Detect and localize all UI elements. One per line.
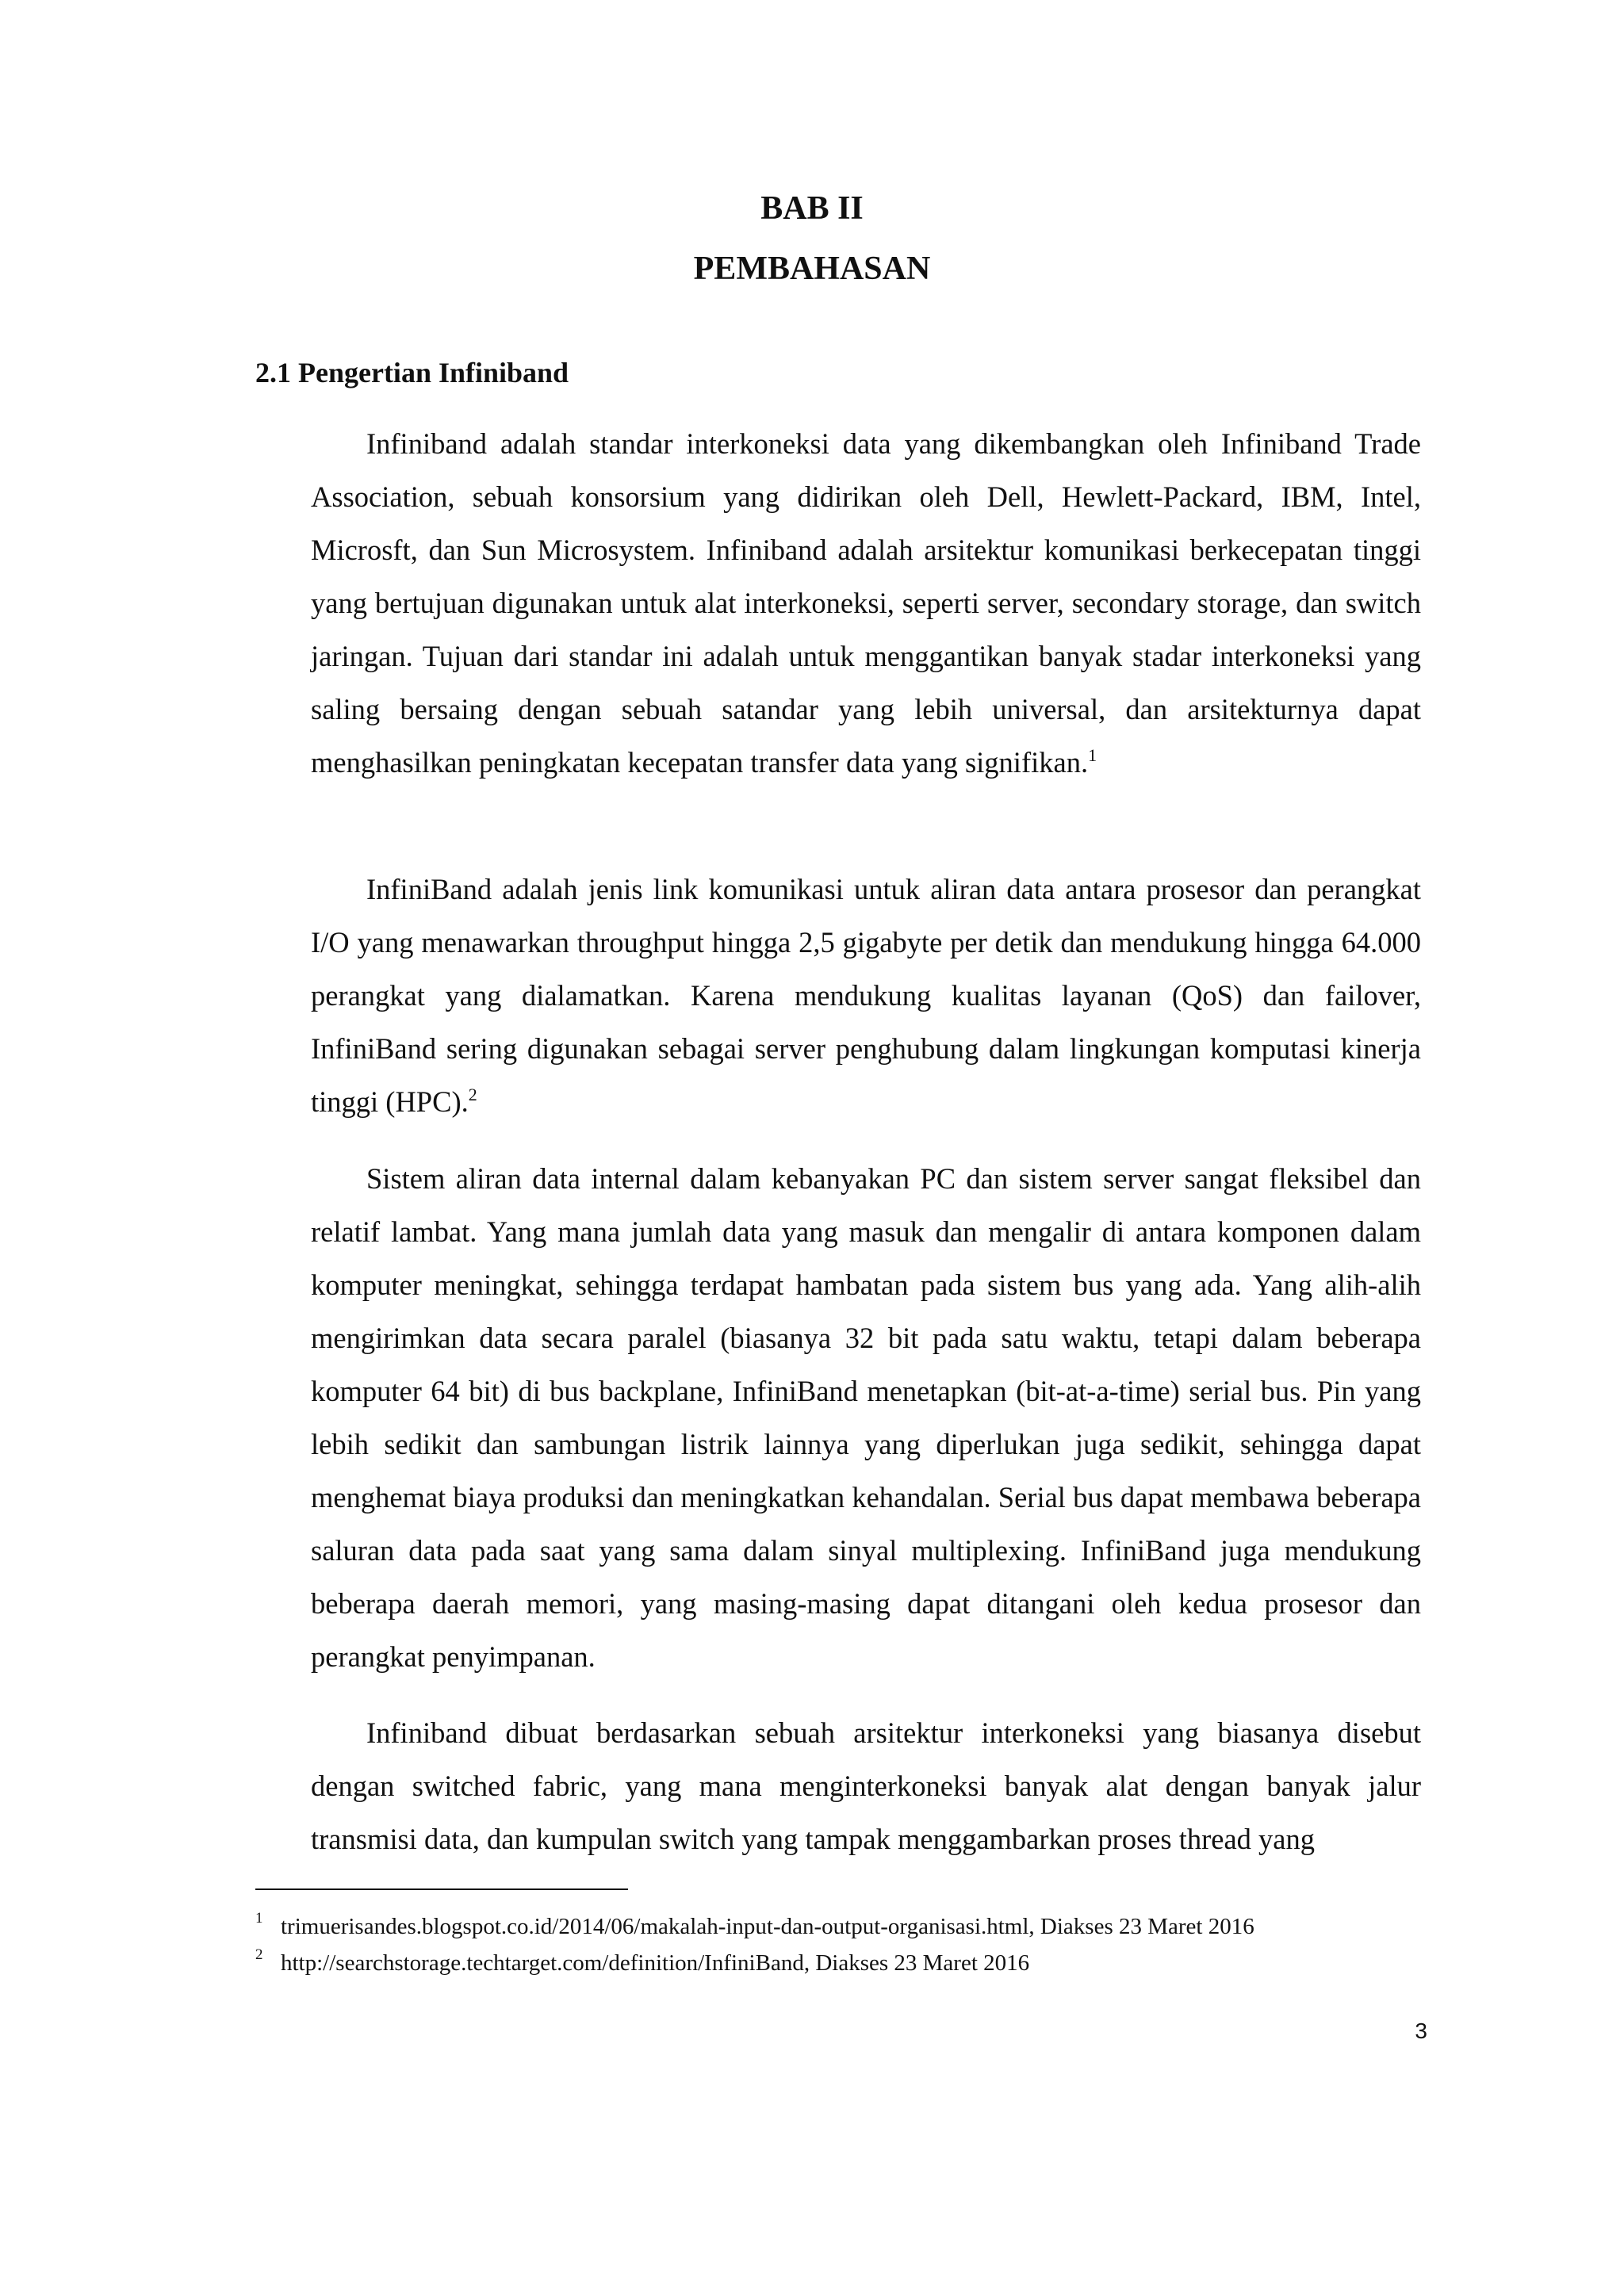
footnote-divider xyxy=(255,1888,628,1890)
paragraph xyxy=(311,1706,1421,1866)
footnote xyxy=(255,1947,1029,1975)
paragraph xyxy=(311,863,1421,1128)
footnote-number: 1 xyxy=(255,1910,263,1927)
paragraph xyxy=(311,417,1421,789)
footnote-reference: 2 xyxy=(468,1085,477,1104)
section-heading: 2.1 Pengertian Infiniband xyxy=(255,357,569,388)
paragraph-text: Sistem aliran data internal dalam kebanyakan PC dan sistem server sangat fleksibel dan relatif lambat. Yang mana jumlah data yang masuk dan mengalir di antara komponen dalam komputer meningkat, sehingga terdapat hambatan pada sistem bus yang ada. Yang alih-alih mengirimkan data secara paralel (biasanya 32 bit pada satu waktu, tetapi dalam beberapa komputer 64 bit) di bus backplane, InfiniBand menetapkan (bit-at-a-time) serial bus. Pin yang lebih sedikit dan sambungan listrik lainnya yang diperlukan juga sedikit, sehingga dapat menghemat biaya produksi dan meningkatkan kehandalan. Serial bus dapat membawa beberapa saluran data pada saat yang sama dalam sinyal multiplexing. InfiniBand juga mendukung beberapa daerah memori, yang masing-masing dapat ditangani oleh kedua prosesor dan perangkat penyimpanan. xyxy=(311,1162,1421,1673)
chapter-title: PEMBAHASAN xyxy=(693,251,931,287)
chapter-number: BAB II xyxy=(760,190,864,227)
paragraph-text: Infiniband dibuat berdasarkan sebuah arsitektur interkoneksi yang biasanya disebut dengan switched fabric, yang mana menginterkoneksi banyak alat dengan banyak jalur transmisi data, dan kumpulan switch yang tampak menggambarkan proses thread yang xyxy=(311,1716,1421,1855)
footnote xyxy=(255,1911,1254,1938)
footnote-text: trimuerisandes.blogspot.co.id/2014/06/makalah-input-dan-output-organisasi.html, Diakses 23 Maret 2016 xyxy=(281,1914,1254,1939)
paragraph xyxy=(311,1152,1421,1683)
paragraph-text: InfiniBand adalah jenis link komunikasi untuk aliran data antara prosesor dan perangkat I/O yang menawarkan throughput hingga 2,5 gigabyte per detik dan mendukung hingga 64.000 perangkat yang dialamatkan. Karena mendukung kualitas layanan (QoS) dan failover, InfiniBand sering digunakan sebagai server penghubung dalam lingkungan komputasi kinerja tinggi (HPC). xyxy=(311,873,1421,1118)
footnote-reference: 1 xyxy=(1088,745,1097,765)
paragraph-text: Infiniband adalah standar interkoneksi data yang dikembangkan oleh Infiniband Trade Association, sebuah konsorsium yang didirikan oleh Dell, Hewlett-Packard, IBM, Intel, Microsft, dan Sun Microsystem. Infiniband adalah arsitektur komunikasi berkecepatan tinggi yang bertujuan digunakan untuk alat interkoneksi, seperti server, secondary storage, dan switch jaringan. Tujuan dari standar ini adalah untuk menggantikan banyak stadar interkoneksi yang saling bersaing dengan sebuah satandar yang lebih universal, dan arsitekturnya dapat menghasilkan peningkatan kecepatan transfer data yang signifikan. xyxy=(311,427,1421,779)
page-number: 3 xyxy=(1415,2019,1427,2043)
footnote-text: http://searchstorage.techtarget.com/definition/InfiniBand, Diakses 23 Maret 2016 xyxy=(281,1950,1030,1976)
footnote-number: 2 xyxy=(255,1946,263,1963)
